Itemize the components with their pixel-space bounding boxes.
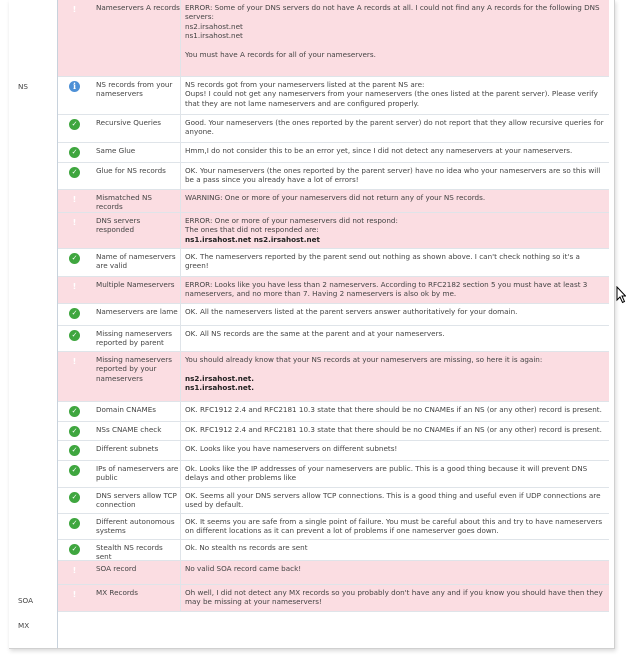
check-row bbox=[58, 422, 609, 441]
exclamation-icon: ! bbox=[72, 218, 77, 227]
result-line: You should already know that your NS records at your nameservers are missing, so here it is again: bbox=[185, 355, 543, 364]
status-cell bbox=[58, 441, 94, 460]
checkmark-icon: ✓ bbox=[69, 426, 80, 437]
result-line: ns1.irsahost.net bbox=[185, 31, 243, 41]
exclamation-icon: ! bbox=[72, 357, 77, 366]
status-cell bbox=[58, 461, 94, 487]
result-line: OK. All the nameservers listed at the parent servers answer authoritatively for your domain. bbox=[185, 307, 518, 316]
status-cell bbox=[58, 115, 94, 142]
check-result bbox=[180, 249, 609, 276]
status-cell bbox=[58, 402, 94, 421]
result-line: WARNING: One or more of your nameservers did not return any of your NS records. bbox=[185, 193, 486, 202]
dns-report-table bbox=[58, 0, 609, 612]
check-row bbox=[58, 326, 609, 352]
status-cell bbox=[58, 585, 94, 611]
group-label-mx: MX bbox=[18, 621, 30, 630]
check-name: MX Records bbox=[96, 588, 138, 597]
result-line: ERROR: Looks like you have less than 2 nameservers. According to RFC2182 section 5 you must have at least 3 nameservers, and no more than 7. Having 2 nameservers is also ok by me. bbox=[185, 280, 588, 299]
result-line: OK. Your nameservers (the ones reported by the parent server) have no idea who your nameservers are so this will be a pass since you already have a lot of errors! bbox=[185, 166, 601, 185]
result-line: Oh well, I did not detect any MX records so you probably don't have any and if you know you should have then they may be missing at your nameservers! bbox=[185, 588, 603, 607]
result-line: You must have A records for all of your nameservers. bbox=[185, 50, 376, 60]
result-line: OK. RFC1912 2.4 and RFC2181 10.3 state that there should be no CNAMEs if an NS (or any other) record is present. bbox=[185, 405, 602, 414]
result-line: OK. RFC1912 2.4 and RFC2181 10.3 state that there should be no CNAMEs if an NS (or any other) record is present. bbox=[185, 425, 602, 434]
check-result bbox=[180, 540, 609, 560]
check-row bbox=[58, 115, 609, 143]
check-name: Domain CNAMEs bbox=[96, 405, 156, 414]
result-line bbox=[185, 41, 605, 50]
check-row bbox=[58, 77, 609, 115]
check-result bbox=[180, 461, 609, 487]
check-result bbox=[180, 304, 609, 325]
checkmark-icon: ✓ bbox=[69, 330, 80, 341]
check-result bbox=[180, 115, 609, 142]
check-row bbox=[58, 0, 609, 77]
checkmark-icon: ✓ bbox=[69, 406, 80, 417]
check-name: Glue for NS records bbox=[96, 166, 166, 175]
mouse-cursor-icon bbox=[616, 286, 626, 304]
status-cell bbox=[58, 190, 94, 212]
check-result bbox=[180, 163, 609, 189]
nameserver-host: ns2.irsahost.net. bbox=[185, 373, 254, 383]
report-frame bbox=[9, 0, 615, 649]
check-name: Same Glue bbox=[96, 146, 136, 155]
exclamation-icon: ! bbox=[72, 282, 77, 291]
check-result bbox=[180, 326, 609, 351]
exclamation-icon: ! bbox=[72, 590, 77, 599]
status-cell bbox=[58, 540, 94, 560]
check-row bbox=[58, 561, 609, 585]
check-row bbox=[58, 402, 609, 422]
check-result bbox=[180, 0, 609, 76]
result-line: The ones that did not responded are: bbox=[185, 225, 319, 235]
check-row bbox=[58, 488, 609, 514]
result-line: ERROR: Some of your DNS servers do not have A records at all. I could not find any A records for the following DNS servers: bbox=[185, 3, 600, 22]
check-name: Stealth NS records sent bbox=[96, 543, 163, 562]
check-result bbox=[180, 143, 609, 162]
check-result bbox=[180, 422, 609, 440]
check-row bbox=[58, 213, 609, 249]
checkmark-icon: ✓ bbox=[69, 167, 80, 178]
check-name: DNS servers responded bbox=[96, 216, 141, 235]
status-cell bbox=[58, 422, 94, 440]
check-name: NSs CNAME check bbox=[96, 425, 162, 434]
check-row bbox=[58, 304, 609, 326]
check-name: Recursive Queries bbox=[96, 118, 162, 127]
checkmark-icon: ✓ bbox=[69, 445, 80, 456]
check-name: Multiple Nameservers bbox=[96, 280, 175, 289]
checkmark-icon: ✓ bbox=[69, 147, 80, 158]
exclamation-icon: ! bbox=[72, 195, 77, 204]
result-line: OK. The nameservers reported by the parent send out nothing as shown above. I can't check nothing so it's a green! bbox=[185, 252, 580, 271]
check-result bbox=[180, 585, 609, 611]
check-result bbox=[180, 441, 609, 460]
check-row bbox=[58, 249, 609, 277]
status-cell bbox=[58, 213, 94, 248]
exclamation-icon: ! bbox=[72, 566, 77, 575]
result-line: ERROR: One or more of your nameservers did not respond: bbox=[185, 216, 398, 225]
checkmark-icon: ✓ bbox=[69, 119, 80, 130]
exclamation-icon: ! bbox=[72, 5, 77, 14]
result-line bbox=[185, 364, 605, 373]
result-line: Hmm,I do not consider this to be an error yet, since I did not detect any nameservers at your nameservers. bbox=[185, 146, 573, 155]
status-cell bbox=[58, 514, 94, 539]
status-cell bbox=[58, 143, 94, 162]
result-line: ns2.irsahost.net bbox=[185, 21, 243, 31]
check-result bbox=[180, 488, 609, 513]
checkmark-icon: ✓ bbox=[69, 465, 80, 476]
result-line: OK. All NS records are the same at the parent and at your nameservers. bbox=[185, 329, 445, 338]
check-name: Different autonomous systems bbox=[96, 517, 175, 536]
status-cell bbox=[58, 0, 94, 76]
check-name: DNS servers allow TCP connection bbox=[96, 491, 177, 510]
check-result bbox=[180, 561, 609, 584]
group-label-ns: NS bbox=[18, 82, 28, 91]
result-line: Ok. Looks like the IP addresses of your nameservers are public. This is a good thing because it will prevent DNS delays and other problems like bbox=[185, 464, 588, 483]
result-line: Oups! I could not get any nameservers from your nameservers (the ones listed at the parent server). Please verify that they are not lame nameservers and are configured properly. bbox=[185, 89, 598, 108]
check-row bbox=[58, 540, 609, 561]
check-name: Different subnets bbox=[96, 444, 159, 453]
check-result bbox=[180, 402, 609, 421]
check-result bbox=[180, 213, 609, 248]
check-row bbox=[58, 461, 609, 488]
status-cell bbox=[58, 488, 94, 513]
check-name: IPs of nameservers are public bbox=[96, 464, 179, 483]
result-line: NS records got from your nameservers listed at the parent NS are: bbox=[185, 80, 425, 89]
group-label-soa: SOA bbox=[18, 596, 34, 605]
status-cell bbox=[58, 326, 94, 351]
check-result bbox=[180, 190, 609, 212]
check-name: Nameservers are lame bbox=[96, 307, 178, 316]
result-line: Good. Your nameservers (the ones reported by the parent server) do not report that they allow recursive queries for anyone. bbox=[185, 118, 604, 137]
checkmark-icon: ✓ bbox=[69, 544, 80, 555]
result-line: No valid SOA record came back! bbox=[185, 564, 302, 573]
check-row bbox=[58, 277, 609, 304]
check-name: SOA record bbox=[96, 564, 137, 573]
checkmark-icon: ✓ bbox=[69, 308, 80, 319]
checkmark-icon: ✓ bbox=[69, 253, 80, 264]
status-cell bbox=[58, 352, 94, 401]
check-result bbox=[180, 277, 609, 303]
result-line: OK. It seems you are safe from a single point of failure. You must be careful about this and try to have nameservers on different locations as it can prevent a lot of problems if one nameserver goes down. bbox=[185, 517, 603, 536]
status-cell bbox=[58, 304, 94, 325]
check-row bbox=[58, 190, 609, 213]
status-cell bbox=[58, 277, 94, 303]
check-row bbox=[58, 163, 609, 190]
check-result bbox=[180, 352, 609, 401]
check-name: Name of nameservers are valid bbox=[96, 252, 176, 271]
check-name: Missing nameservers reported by your nameservers bbox=[96, 355, 172, 383]
info-icon: i bbox=[69, 81, 80, 92]
status-cell bbox=[58, 163, 94, 189]
check-row bbox=[58, 352, 609, 402]
check-name: NS records from your nameservers bbox=[96, 80, 173, 99]
result-line: OK. Looks like you have nameservers on different subnets! bbox=[185, 444, 398, 453]
check-row bbox=[58, 585, 609, 612]
check-row bbox=[58, 143, 609, 163]
nameserver-host: ns1.irsahost.net. bbox=[185, 383, 254, 393]
status-cell bbox=[58, 249, 94, 276]
nameserver-host: ns1.irsahost.net ns2.irsahost.net bbox=[185, 234, 320, 244]
check-result bbox=[180, 77, 609, 114]
check-name: Nameservers A records bbox=[96, 3, 180, 12]
status-cell bbox=[58, 561, 94, 584]
checkmark-icon: ✓ bbox=[69, 518, 80, 529]
result-line: Ok. No stealth ns records are sent bbox=[185, 543, 308, 552]
result-line: OK. Seems all your DNS servers allow TCP connections. This is a good thing and useful even if UDP connections are used by default. bbox=[185, 491, 601, 510]
check-result bbox=[180, 514, 609, 539]
check-row bbox=[58, 441, 609, 461]
check-name: Mismatched NS records bbox=[96, 193, 152, 212]
check-name: Missing nameservers reported by parent bbox=[96, 329, 172, 348]
status-cell bbox=[58, 77, 94, 114]
check-row bbox=[58, 514, 609, 540]
checkmark-icon: ✓ bbox=[69, 492, 80, 503]
